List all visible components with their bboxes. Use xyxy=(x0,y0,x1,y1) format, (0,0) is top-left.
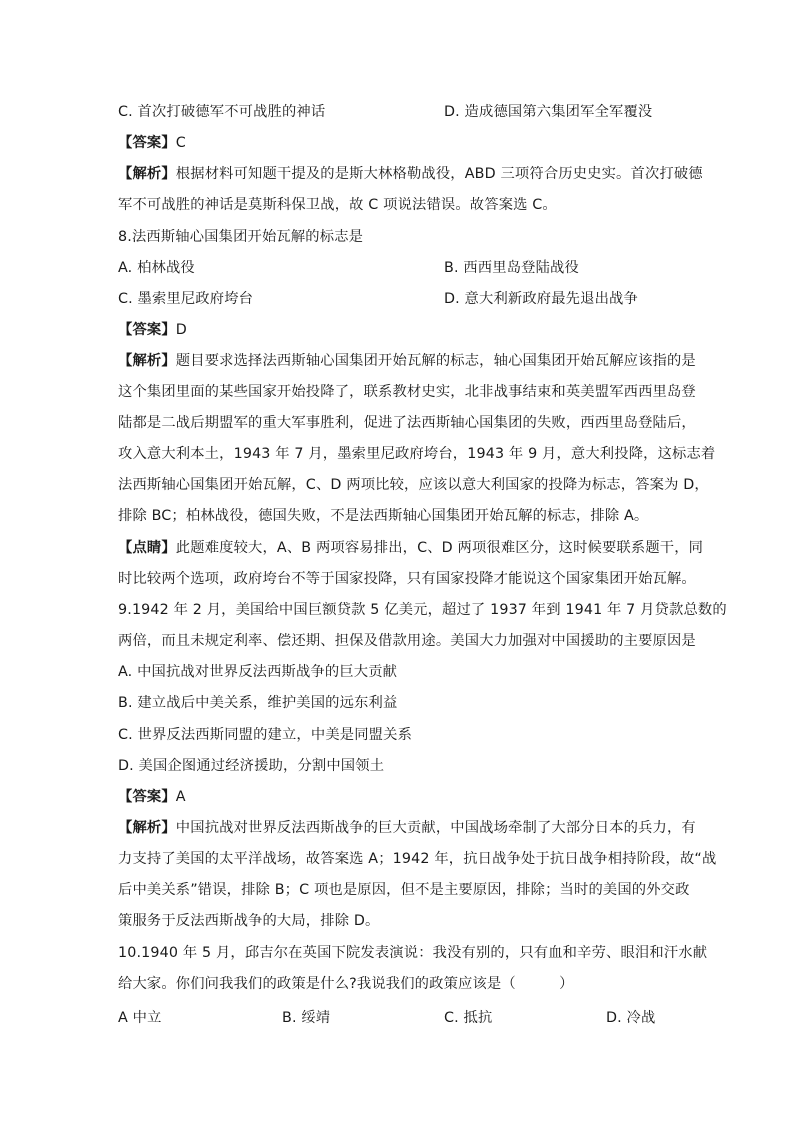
q8-point-line-2: 时比较两个选项，政府垮台不等于国家投降，只有国家投降才能说这个国家集团开始瓦解。 xyxy=(118,571,696,587)
analysis-text: 中国抗战对世界反法西斯战争的巨大贡献，中国战场牵制了大部分日本的兵力，有 xyxy=(175,820,696,836)
q9-option-c: C. 世界反法西斯同盟的建立，中美是同盟关系 xyxy=(118,727,413,743)
q10-option-d: D. 冷战 xyxy=(606,1010,656,1026)
q9-analysis-line-4: 策服务于反法西斯战争的大局，排除 D。 xyxy=(118,913,380,929)
point-text: 此题难度较大，A、B 两项容易排出，C、D 两项很难区分，这时候要联系题干，同 xyxy=(175,540,704,556)
q7-option-c: C. 首次打破德军不可战胜的神话 xyxy=(118,104,326,120)
q7-analysis-line-2: 军不可战胜的神话是莫斯科保卫战，故 C 项说法错误。故答案选 C。 xyxy=(118,197,557,213)
q9-stem-line-1: 9.1942 年 2 月，美国给中国巨额贷款 5 亿美元，超过了 1937 年到 1941 年 7 月贷款总数的 xyxy=(118,602,727,618)
q9-option-a: A. 中国抗战对世界反法西斯战争的巨大贡献 xyxy=(118,664,398,680)
analysis-tag: 【解析】 xyxy=(118,166,176,182)
q8-option-a: A. 柏林战役 xyxy=(118,260,195,276)
analysis-tag: 【解析】 xyxy=(118,820,176,836)
q10-option-a: A 中立 xyxy=(118,1010,162,1026)
answer-value: D xyxy=(175,322,187,338)
q9-analysis-line-1 xyxy=(118,818,696,838)
q8-analysis-line-3: 陆都是二战后期盟军的重大军事胜利，促进了法西斯轴心国集团的失败，西西里岛登陆后， xyxy=(118,415,696,431)
q8-analysis-line-6: 排除 BC；柏林战役，德国失败，不是法西斯轴心国集团开始瓦解的标志，排除 A。 xyxy=(118,508,649,524)
q7-analysis-line-1 xyxy=(118,164,703,184)
analysis-text: 题目要求选择法西斯轴心国集团开始瓦解的标志，轴心国集团开始瓦解应该指的是 xyxy=(175,353,696,369)
answer-tag: 【答案】 xyxy=(118,135,176,151)
q10-stem-line-2: 给大家。你们问我我们的政策是什么?我说我们的政策应该是（ ） xyxy=(118,976,574,992)
point-tag: 【点睛】 xyxy=(118,540,176,556)
q8-option-b: B. 西西里岛登陆战役 xyxy=(444,260,579,276)
q10-stem-line-1: 10.1940 年 5 月，邱吉尔在英国下院发表演说：我没有别的，只有血和辛劳、眼泪和汗水献 xyxy=(118,945,708,961)
q8-stem: 8.法西斯轴心国集团开始瓦解的标志是 xyxy=(118,229,364,245)
q9-analysis-line-2: 力支持了美国的太平洋战场，故答案选 A；1942 年，抗日战争处于抗日战争相持阶段，故“战 xyxy=(118,851,717,867)
q9-option-d: D. 美国企图通过经济援助，分割中国领土 xyxy=(118,758,385,774)
q8-answer xyxy=(118,320,678,340)
answer-tag: 【答案】 xyxy=(118,789,176,805)
q8-analysis-line-1 xyxy=(118,351,696,371)
q8-option-c: C. 墨索里尼政府垮台 xyxy=(118,291,254,307)
answer-tag: 【答案】 xyxy=(118,322,176,338)
q8-option-d: D. 意大利新政府最先退出战争 xyxy=(444,291,638,307)
q8-point-line-1 xyxy=(118,538,704,558)
q9-answer xyxy=(118,787,678,807)
analysis-tag: 【解析】 xyxy=(118,353,176,369)
q7-answer xyxy=(118,133,678,153)
analysis-text: 根据材料可知题干提及的是斯大林格勒战役，ABD 三项符合历史史实。首次打破德 xyxy=(175,166,703,182)
q9-analysis-line-3: 后中美关系”错误，排除 B；C 项也是原因，但不是主要原因，排除；当时的美国的外交政 xyxy=(118,882,690,898)
answer-value: C xyxy=(175,135,186,151)
q8-analysis-line-4: 攻入意大利本土，1943 年 7 月，墨索里尼政府垮台，1943 年 9 月，意大利投降，这标志着 xyxy=(118,446,716,462)
q9-stem-line-2: 两倍，而且未规定利率、偿还期、担保及借款用途。美国大力加强对中国援助的主要原因是 xyxy=(118,633,696,649)
q10-option-b: B. 绥靖 xyxy=(282,1010,331,1026)
q9-option-b: B. 建立战后中美关系，维护美国的远东利益 xyxy=(118,695,398,711)
q7-option-d: D. 造成德国第六集团军全军覆没 xyxy=(444,104,653,120)
q10-option-c: C. 抵抗 xyxy=(444,1010,493,1026)
answer-value: A xyxy=(175,789,186,805)
q8-analysis-line-5: 法西斯轴心国集团开始瓦解，C、D 两项比较，应该以意大利国家的投降为标志，答案为 D， xyxy=(118,477,709,493)
q8-analysis-line-2: 这个集团里面的某些国家开始投降了，联系教材史实，北非战事结束和英美盟军西西里岛登 xyxy=(118,384,696,400)
